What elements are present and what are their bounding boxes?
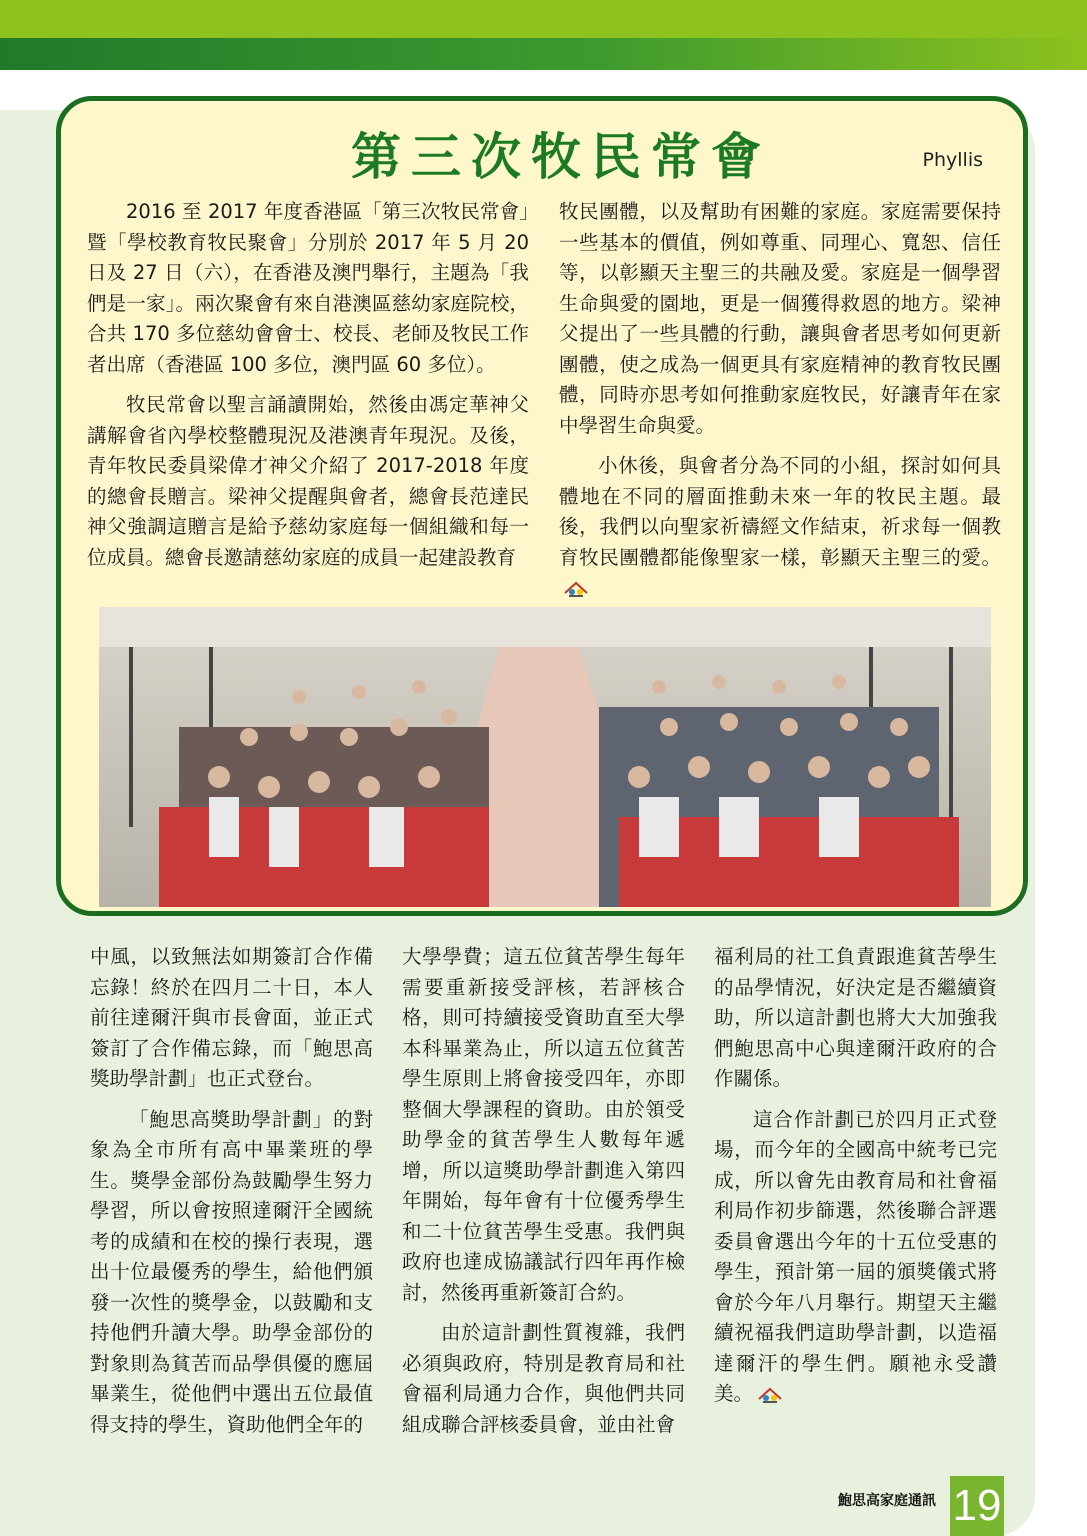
top-band-dark xyxy=(0,38,1087,70)
author-name: Phyllis xyxy=(922,149,983,171)
article-column-3 xyxy=(90,942,373,1450)
article-column-2 xyxy=(559,197,1001,614)
paragraph: 2016 至 2017 年度香港區「第三次牧民常會」暨「學校教育牧民聚會」分別於 2017 年 5 月 20 日及 27 日（六），在香港及澳門舉行，主題為「我們是一家」。兩次聚會有來自港澳區慈幼家庭院校，合共 170 多位慈幼會會士、校長、老師及牧民工作者出席（香港區 100 多位，澳門區 60 多位）。 xyxy=(87,200,529,376)
article-column-5 xyxy=(714,942,997,1420)
article-column-1 xyxy=(87,197,529,583)
salesian-family-logo-icon xyxy=(563,579,589,599)
paragraph: 福利局的社工負責跟進貧苦學生的品學情況，好決定是否繼續資助，所以這計劃也將大大加強我們鮑思高中心與達爾汗政府的合作關係。 xyxy=(714,945,997,1090)
paragraph: 牧民團體，以及幫助有困難的家庭。家庭需要保持一些基本的價值，例如尊重、同理心、寬恕、信任等，以彰顯天主聖三的共融及愛。家庭是一個學習生命與愛的園地，更是一個獲得救恩的地方。梁神父提出了一些具體的行動，讓與會者思考如何更新團體，使之成為一個更具有家庭精神的教育牧民團體，同時亦思考如何推動家庭牧民，好讓青年在家中學習生命與愛。 xyxy=(559,200,1001,437)
paragraph: 「鮑思高獎助學計劃」的對象為全市所有高中畢業班的學生。獎學金部份為鼓勵學生努力學習，所以會按照達爾汗全國統考的成績和在校的操行表現，選出十位最優秀的學生，給他們頒發一次性的獎學金，以鼓勵和支持他們升讀大學。助學金部份的對象則為貧苦而品學俱優的應屆畢業生，從他們中選出五位最值得支持的學生，資助他們全年的 xyxy=(90,1107,373,1436)
article-title: 第三次牧民常會 xyxy=(351,128,771,186)
paragraph xyxy=(559,451,1001,604)
paragraph: 中風，以致無法如期簽訂合作備忘錄！終於在四月二十日，本人前往達爾汗與市長會面，並正式簽訂了合作備忘錄，而「鮑思高獎助學計劃」也正式登台。 xyxy=(90,945,373,1090)
paragraph: 大學學費；這五位貧苦學生每年需要重新接受評核，若評核合格，則可持續接受資助直至大學本科畢業為止，所以這五位貧苦學生原則上將會接受四年，亦即整個大學課程的資助。由於領受助學金的貧苦學生人數每年遞增，所以這獎助學計劃進入第四年開始，每年會有十位優秀學生和二十位貧苦學生受惠。我們與政府也達成協議試行四年再作檢討，然後再重新簽訂合約。 xyxy=(402,945,685,1304)
publication-name: 鮑思高家庭通訊 xyxy=(838,1493,936,1509)
paragraph-text: 這合作計劃已於四月正式登場，而今年的全國高中統考已完成，所以會先由教育局和社會福利局作初步篩選，然後聯合評選委員會選出今年的十五位受惠的學生，預計第一屆的頒獎儀式將會於今年八月舉行。期望天主繼續祝福我們這助學計劃，以造福達爾汗的學生們。願祂永受讚美。 xyxy=(714,1107,997,1405)
paragraph xyxy=(714,1105,997,1410)
page-number: 19 xyxy=(950,1476,1004,1536)
paragraph: 由於這計劃性質複雜，我們必須與政府，特別是教育局和社會福利局通力合作，與他們共同組成聯合評核委員會，並由社會 xyxy=(402,1321,685,1436)
group-photo xyxy=(99,607,991,907)
paragraph-text: 小休後，與會者分為不同的小組，探討如何具體地在不同的層面推動未來一年的牧民主題。最後，我們以向聖家祈禱經文作結束，祈求每一個教育牧民團體都能像聖家一樣，彰顯天主聖三的愛。 xyxy=(559,454,1001,569)
article-column-4 xyxy=(402,942,685,1450)
salesian-family-logo-icon xyxy=(757,1385,783,1405)
paragraph: 牧民常會以聖言誦讀開始，然後由馮定華神父講解會省內學校整體現況及港澳青年現況。及後，青年牧民委員梁偉才神父介紹了 2017-2018 年度的總會長贈言。梁神父提醒與會者，總會長范達民神父強調這贈言是給予慈幼家庭每一個組織和每一位成員。總會長邀請慈幼家庭的成員一起建設教育 xyxy=(87,393,529,569)
feature-article-card xyxy=(56,96,1028,916)
top-band-light xyxy=(0,0,1087,38)
